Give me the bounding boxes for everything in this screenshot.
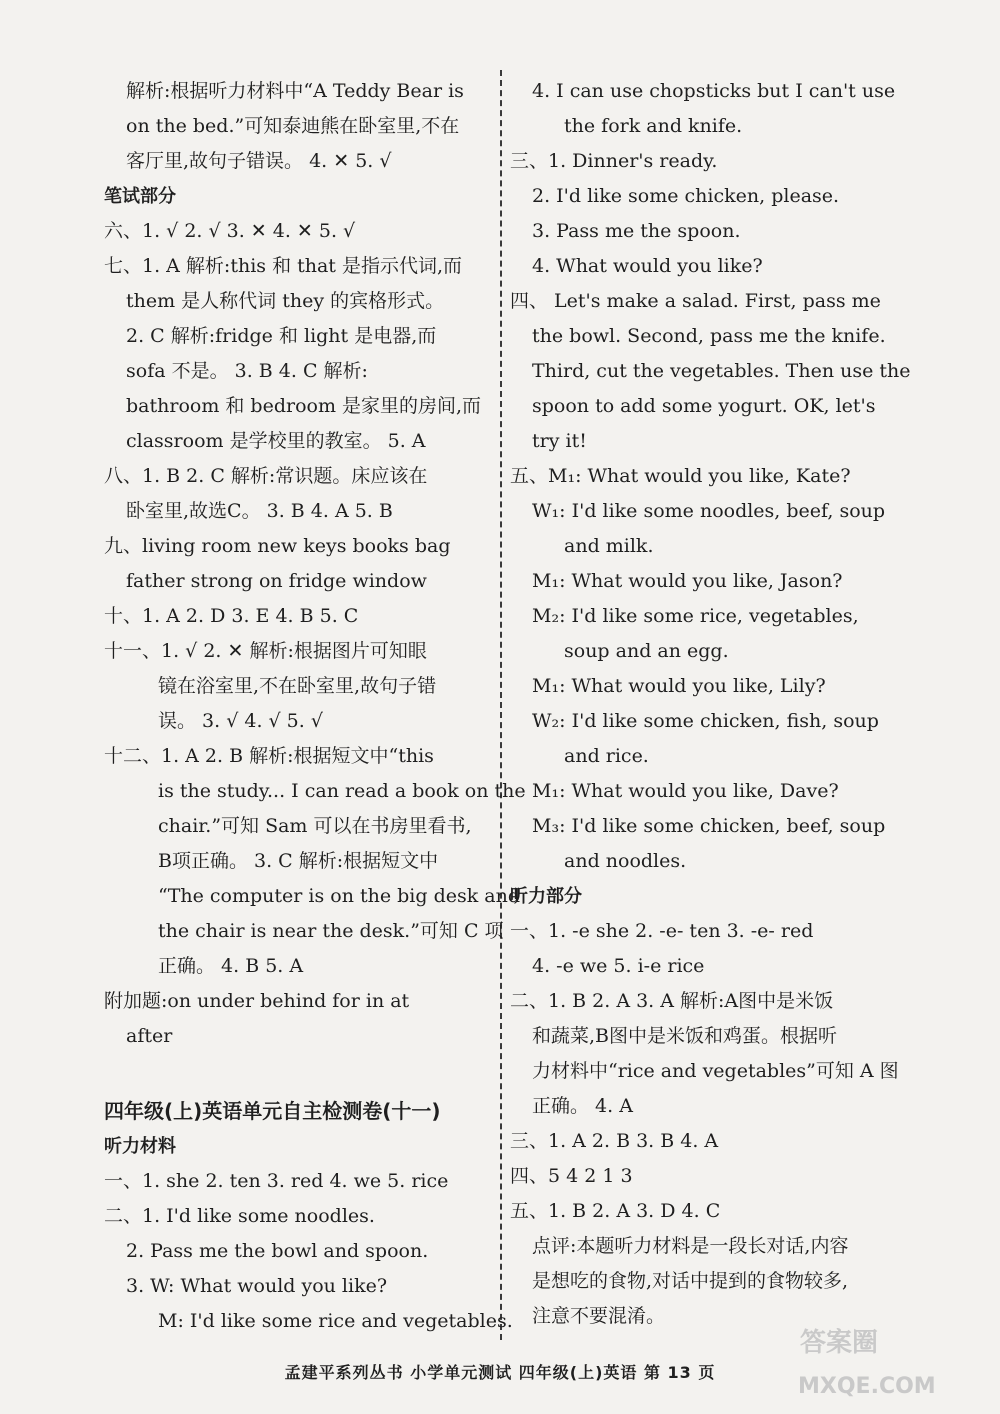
section-heading: 四年级(上)英语单元自主检测卷(十一)	[104, 1099, 441, 1123]
text-line: 一、1. -e she 2. -e- ten 3. -e- red	[510, 920, 814, 942]
text-line: soup and an egg.	[564, 640, 729, 662]
text-line: 正确。 4. B 5. A	[158, 955, 304, 977]
watermark-logo	[780, 1309, 980, 1404]
text-line: chair.”可知 Sam 可以在书房里看书,	[158, 815, 472, 837]
text-line: 和蔬菜,B图中是米饭和鸡蛋。根据听	[532, 1025, 838, 1047]
text-line: M: I'd like some rice and vegetables.	[158, 1310, 513, 1332]
text-line: 附加题:on under behind for in at	[104, 990, 410, 1012]
text-line: 注意不要混淆。	[532, 1305, 666, 1327]
text-line: the fork and knife.	[564, 115, 743, 137]
text-line: W₁: I'd like some noodles, beef, soup	[532, 500, 886, 522]
section-heading: 听力材料	[104, 1136, 176, 1157]
text-line: “The computer is on the big desk and	[158, 885, 521, 907]
text-line: and milk.	[564, 535, 654, 557]
text-line: 三、1. Dinner's ready.	[510, 150, 718, 172]
text-line: B项正确。 3. C 解析:根据短文中	[158, 850, 439, 872]
text-line: 十一、1. √ 2. ✕ 解析:根据图片可知眼	[104, 640, 427, 662]
text-line: M₂: I'd like some rice, vegetables,	[532, 605, 859, 627]
section-heading: 听力部分	[510, 886, 582, 907]
text-line: after	[126, 1025, 173, 1047]
text-line: 七、1. A 解析:this 和 that 是指示代词,而	[104, 255, 463, 277]
text-line: 九、living room new keys books bag	[104, 535, 451, 557]
text-line: spoon to add some yogurt. OK, let's	[532, 395, 876, 417]
text-line: them 是人称代词 they 的宾格形式。	[126, 290, 445, 312]
left-column	[104, 74, 526, 1339]
text-line: M₁: What would you like, Lily?	[532, 675, 826, 697]
section-heading: 笔试部分	[104, 186, 176, 207]
text-line: 2. I'd like some chicken, please.	[532, 185, 840, 207]
text-line: 五、1. B 2. A 3. D 4. C	[510, 1200, 721, 1222]
text-line: M₃: I'd like some chicken, beef, soup	[532, 815, 886, 837]
text-line: 四、5 4 2 1 3	[510, 1165, 633, 1187]
text-line: and noodles.	[564, 850, 687, 872]
text-line: father strong on fridge window	[126, 570, 427, 592]
text-line: 4. What would you like?	[532, 255, 763, 277]
text-line: Third, cut the vegetables. Then use the	[532, 360, 911, 382]
text-line: sofa 不是。 3. B 4. C 解析:	[126, 360, 368, 382]
text-line: 是想吃的食物,对话中提到的食物较多,	[532, 1270, 849, 1292]
text-line: bathroom 和 bedroom 是家里的房间,而	[126, 395, 482, 417]
text-line: 客厅里,故句子错误。 4. ✕ 5. √	[126, 150, 392, 172]
text-line: 四、 Let's make a salad. First, pass me	[510, 290, 881, 312]
watermark-text: 答案圈	[800, 1328, 879, 1358]
right-column	[510, 74, 911, 1334]
text-line: classroom 是学校里的教室。 5. A	[126, 430, 426, 452]
text-line: 十、1. A 2. D 3. E 4. B 5. C	[104, 605, 359, 627]
text-line: 2. C 解析:fridge 和 light 是电器,而	[126, 325, 437, 347]
text-line: M₁: What would you like, Jason?	[532, 570, 843, 592]
text-line: 十二、1. A 2. B 解析:根据短文中“this	[104, 745, 434, 767]
text-line: 3. W: What would you like?	[126, 1275, 388, 1297]
text-line: is the study... I can read a book on the	[158, 780, 526, 802]
text-line: 卧室里,故选C。 3. B 4. A 5. B	[126, 500, 393, 522]
text-line: try it!	[532, 430, 587, 452]
text-line: 2. Pass me the bowl and spoon.	[126, 1240, 429, 1262]
text-line: on the bed.”可知泰迪熊在卧室里,不在	[126, 115, 460, 137]
column-divider	[500, 70, 502, 1340]
text-line: W₂: I'd like some chicken, fish, soup	[532, 710, 879, 732]
text-line: 二、1. I'd like some noodles.	[104, 1205, 375, 1227]
text-line: 二、1. B 2. A 3. A 解析:A图中是米饭	[510, 990, 834, 1012]
text-line: 点评:本题听力材料是一段长对话,内容	[532, 1235, 849, 1257]
text-line: 五、M₁: What would you like, Kate?	[510, 465, 851, 487]
text-line: 误。 3. √ 4. √ 5. √	[158, 710, 323, 732]
text-line: 镜在浴室里,不在卧室里,故句子错	[158, 675, 437, 697]
text-line: 4. I can use chopsticks but I can't use	[532, 80, 896, 102]
text-line: 六、1. √ 2. √ 3. ✕ 4. ✕ 5. √	[104, 220, 356, 242]
text-line: the bowl. Second, pass me the knife.	[532, 325, 886, 347]
text-line: 一、1. she 2. ten 3. red 4. we 5. rice	[104, 1170, 449, 1192]
watermark-url: MXQE.COM	[798, 1374, 936, 1399]
text-line: 力材料中“rice and vegetables”可知 A 图	[532, 1060, 899, 1082]
text-line: 4. -e we 5. i-e rice	[532, 955, 705, 977]
text-line: 八、1. B 2. C 解析:常识题。床应该在	[104, 465, 428, 487]
text-line: 3. Pass me the spoon.	[532, 220, 741, 242]
text-line: 解析:根据听力材料中“A Teddy Bear is	[126, 80, 464, 102]
text-line: 三、1. A 2. B 3. B 4. A	[510, 1130, 719, 1152]
text-line: M₁: What would you like, Dave?	[532, 780, 839, 802]
page-footer: 孟建平系列丛书 小学单元测试 四年级(上)英语 第 13 页	[284, 1363, 716, 1382]
text-line: and rice.	[564, 745, 649, 767]
text-line: the chair is near the desk.”可知 C 项	[158, 920, 504, 942]
text-line: 正确。 4. A	[532, 1095, 633, 1117]
